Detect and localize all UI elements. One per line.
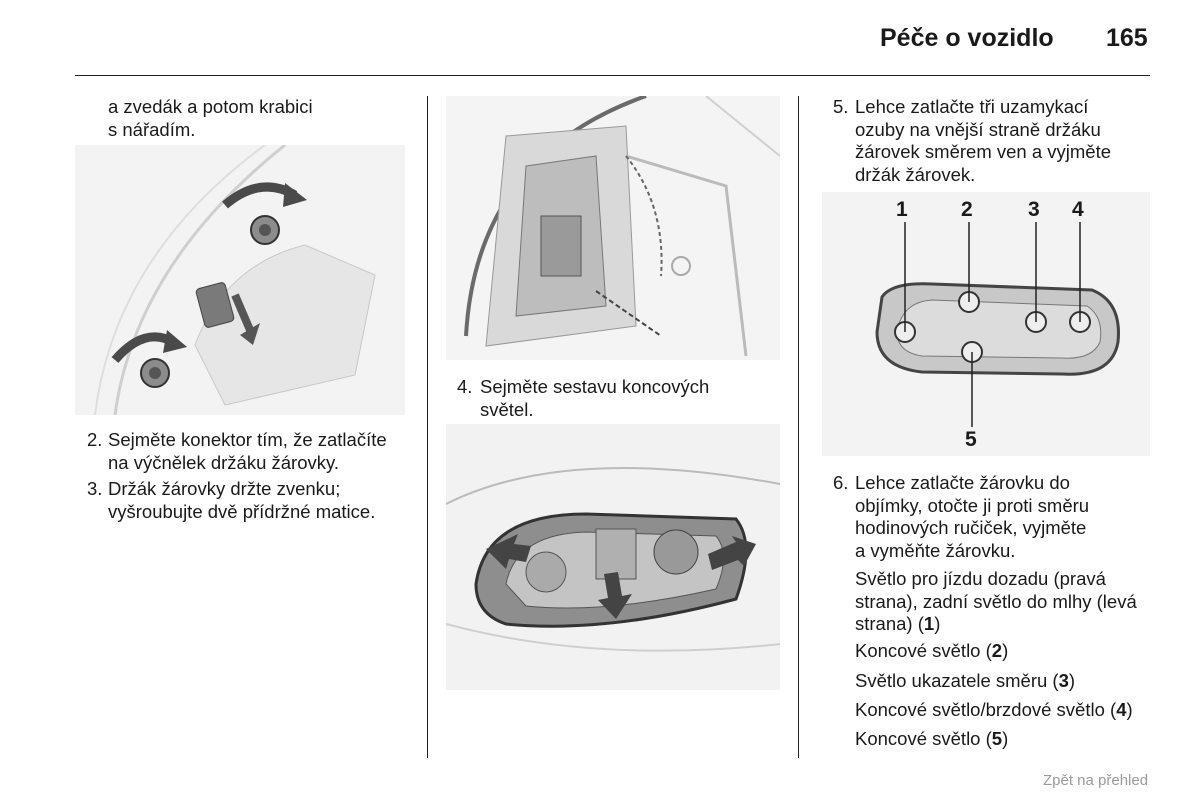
- page-title: Péče o vozidlo: [880, 24, 1054, 52]
- step-3: 3. Držák žárovky držte zvenku; vyšroubujte dvě přídržné matice.: [87, 478, 376, 522]
- callout-label-2: 2: [961, 198, 973, 221]
- column-divider: [798, 96, 799, 758]
- figure-lamp-assembly: [446, 424, 780, 690]
- bulb-item-1: Světlo pro jízdu dozadu (pravá strana), zadní světlo do mlhy (levá strana) (1): [855, 568, 1137, 634]
- callout-label-4: 4: [1072, 198, 1084, 221]
- step-6: 6. Lehce zatlačte žárovku do objímky, otočte ji proti směru hodinových ručiček, vyjměte a vyměňte žárovku.: [833, 472, 1090, 561]
- figure-nut-removal: [75, 145, 405, 415]
- step-4: 4. Sejměte sestavu koncových světel.: [457, 376, 710, 420]
- step-2: 2. Sejměte konektor tím, že zatlačíte na výčnělek držáku žárovky.: [87, 429, 387, 473]
- header-rule: [75, 75, 1150, 76]
- back-to-overview-link[interactable]: Zpět na přehled: [1043, 772, 1149, 789]
- bulb-item-2: Koncové světlo (2): [855, 640, 1009, 661]
- figure-lamp-cavity: [446, 96, 780, 360]
- figure-bulb-holder: [822, 192, 1150, 456]
- callout-label-3: 3: [1028, 198, 1040, 221]
- bulb-item-5: Koncové světlo (5): [855, 728, 1009, 749]
- bulb-item-4: Koncové světlo/brzdové světlo (4): [855, 699, 1133, 720]
- intro-text: a zvedák a potom krabici s nářadím.: [108, 96, 313, 140]
- callout-label-5: 5: [965, 428, 977, 451]
- page-number: 165: [1106, 24, 1148, 52]
- bulb-item-3: Světlo ukazatele směru (3): [855, 670, 1076, 691]
- column-divider: [427, 96, 428, 758]
- step-5: 5. Lehce zatlačte tři uzamykací ozuby na vnější straně držáku žárovek směrem ven a vyjměte držák žárovek.: [833, 96, 1112, 185]
- callout-label-1: 1: [896, 198, 908, 221]
